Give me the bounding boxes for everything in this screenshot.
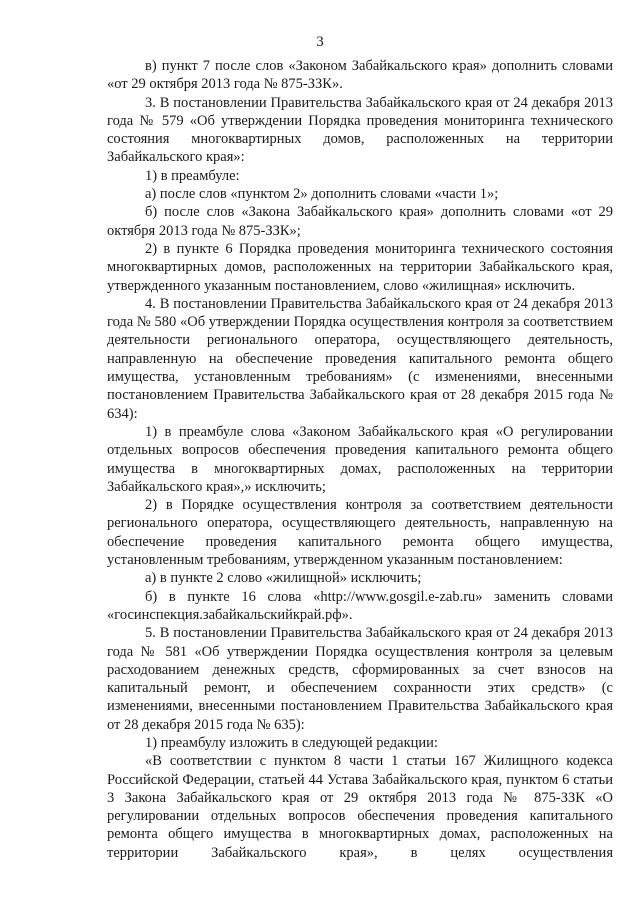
paragraph-text: 1) преамбулу изложить в следующей редакции:: [145, 734, 438, 751]
paragraph: [107, 752, 613, 862]
paragraph-text: а) после слов «пунктом 2» дополнить словами «части 1»;: [145, 186, 499, 203]
paragraph-text: 5. В постановлении Правительства Забайкальского края от 24 декабря 2013 года № 581 «Об утверждении Порядка осуществления контроля за целевым расходованием денежных средств, сформированных за счет взносов на капитальный ремонт, и обеспечением сохранности этих средств» (с изменениями, внесенными постановлением Правительства Забайкальского края от 28 декабря 2015 года № 635):: [107, 625, 613, 733]
paragraph-text: 1) в преамбуле:: [145, 167, 240, 184]
paragraph: [107, 588, 613, 625]
paragraph-text: «В соответствии с пунктом 8 части 1 статьи 167 Жилищного кодекса Российской Федерации, статьей 44 Устава Забайкальского края, пунктом 6 статьи 3 Закона Забайкальского края от 29 октября 2013 года № 875-ЗЗК «О регулировании отдельных вопросов обеспечения проведения капитального ремонта общего имущества в многоквартирных домах, расположенных на территории Забайкальского края», в целях осуществления: [107, 753, 613, 861]
paragraph: [107, 624, 613, 734]
paragraph-text: б) после слов «Закона Забайкальского края» дополнить словами «от 29 октября 2013 года № 875-ЗЗК»;: [107, 204, 613, 239]
page-number: 3: [316, 34, 324, 50]
paragraph-text: 1) в преамбуле слова «Законом Забайкальского края «О регулировании отдельных вопросов обеспечения проведения капитального ремонта общего имущества в многоквартирных домах, расположенных на территории Забайкальского края»,» исключить;: [107, 423, 613, 495]
paragraph: [107, 240, 613, 295]
paragraph: [107, 423, 613, 496]
paragraph-text: а) в пункте 2 слово «жилищной» исключить;: [145, 570, 422, 587]
paragraph-text: б) в пункте 16 слова «http://www.gosgil.e-zab.ru» заменить словами «госинспекция.забайкальскийкрай.рф».: [107, 588, 613, 623]
paragraph-text: 2) в Порядке осуществления контроля за соответствием деятельности регионального оператора, осуществляющего деятельность, направленную на обеспечение проведения капитального ремонта общего имущества, установленным требованиям, утвержденном указанным постановлением:: [107, 497, 613, 569]
paragraph: [107, 496, 613, 569]
document-body: [107, 57, 613, 862]
paragraph-text: 2) в пункте 6 Порядка проведения мониторинга технического состояния многоквартирных домов, расположенных на территории Забайкальского края, утвержденного указанным постановлением, слово «жилищная» исключить.: [107, 240, 613, 294]
paragraph-text: 4. В постановлении Правительства Забайкальского края от 24 декабря 2013 года № 580 «Об утверждении Порядка осуществления контроля за соответствием деятельности регионального оператора, осуществляющего деятельность, направленную на обеспечение проведения капитального ремонта общего имущества, установленным требованиям» (с изменениями, внесенными постановлением Правительства Забайкальского края от 28 декабря 2015 года № 634):: [107, 295, 613, 422]
paragraph: [107, 94, 613, 167]
paragraph: [107, 167, 613, 185]
paragraph-text: в) пункт 7 после слов «Законом Забайкальского края» дополнить словами «от 29 октября 2013 года № 875-ЗЗК».: [107, 58, 613, 93]
paragraph: [107, 295, 613, 423]
paragraph: [107, 203, 613, 240]
paragraph-text: 3. В постановлении Правительства Забайкальского края от 24 декабря 2013 года № 579 «Об утверждении Порядка проведения мониторинга технического состояния многоквартирных домов, расположенных на территории Забайкальского края»:: [107, 94, 613, 166]
paragraph: [107, 734, 613, 752]
paragraph: [107, 185, 613, 203]
paragraph: [107, 57, 613, 94]
paragraph: [107, 569, 613, 587]
